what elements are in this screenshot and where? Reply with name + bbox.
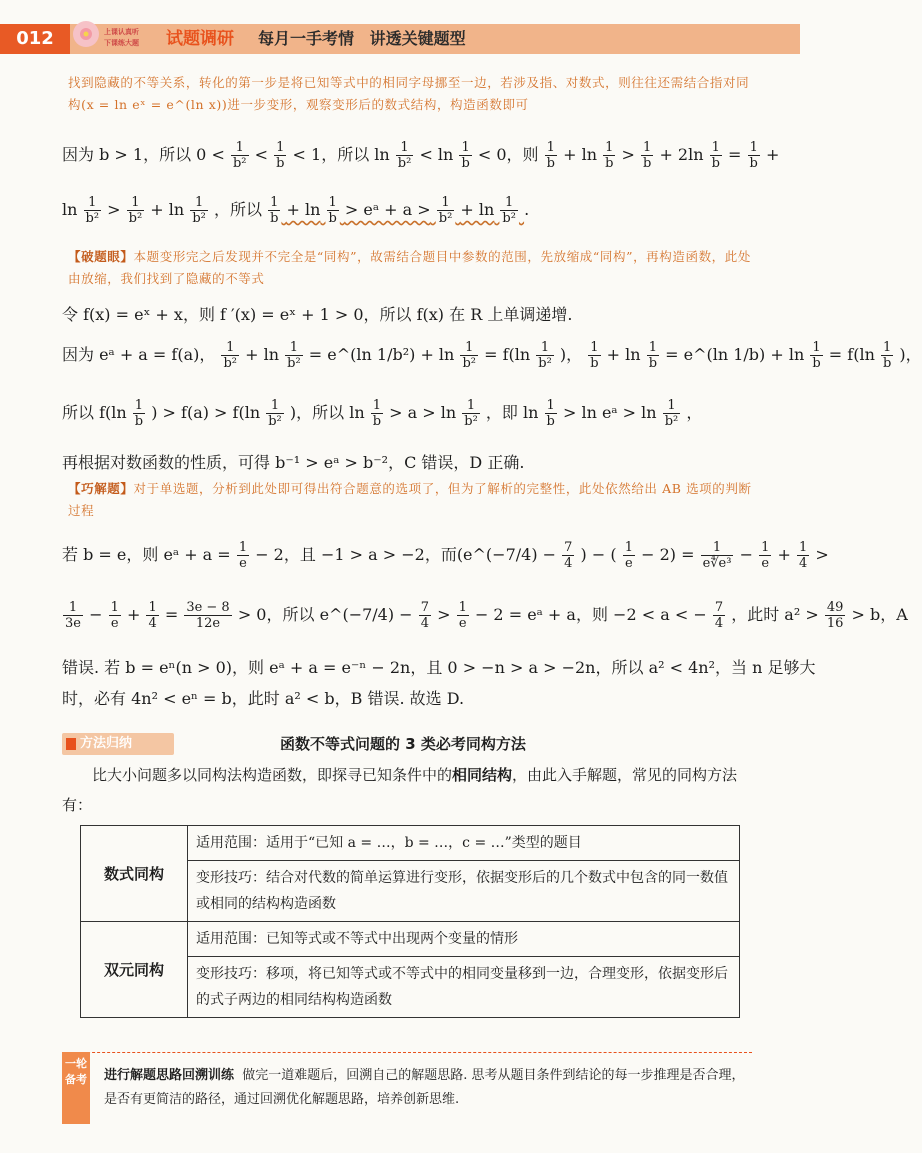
fraction: $\frac{1}{\text{b²}}$ (232, 140, 247, 171)
method-title: 函数不等式问题的 3 类必考同构方法 (280, 735, 526, 753)
fraction: $\frac{1}{\text{b²}}$ (128, 195, 143, 226)
row-head: 双元同构 (81, 922, 188, 1018)
fraction: $\frac{1}{b}$ (605, 140, 614, 171)
table-row (81, 826, 740, 861)
row-head: 数式同构 (81, 826, 188, 922)
page-header (0, 0, 800, 62)
fraction: $\frac{1}{\text{b²}}$ (397, 140, 412, 171)
math-line-7: 若 b = e，则 eᵃ + a = $\frac{1}{e}$ − 2，且 −1 > a > −2，而(e^(−7/4) − $\frac{7}{4}$ ) − ( $\frac{1}{e}$ − 2) = $\frac{1}{\text{e∜e³}}$ − $\frac{1}{e}$ + $\frac{1}{4}$ > (62, 540, 829, 571)
table-row (81, 922, 740, 957)
math-line-9: 错误. 若 b = eⁿ(n > 0)，则 eᵃ + a = e⁻ⁿ − 2n，且 0 > −n > a > −2n，所以 a² < 4n²，当 n 足够大 (62, 658, 816, 677)
math-line-4: 因为 eᵃ + a = f(a)， $\frac{1}{\text{b²}}$ + ln $\frac{1}{\text{b²}}$ = e^(ln 1/b²) + ln $\frac{1}{\text{b²}}$ = f(ln $\frac{1}{\text{b²}}$ )， $\frac{1}{b}$ + ln $\frac{1}{b}$ = e^(ln 1/b) + ln $\frac{1}{b}$ = f(ln $\frac{1}{b}$ )， (62, 340, 922, 371)
math-line-2: ln $\frac{1}{\text{b²}}$ > $\frac{1}{\text{b²}}$ + ln $\frac{1}{\text{b²}}$ ，所以 $\frac{1}{b}$ + ln $\frac{1}{b}$ > eᵃ + a > $\frac{1}{\text{b²}}$ + ln $\frac{1}{\text{b²}}$ . (62, 195, 530, 226)
math-line-1: 因为 b > 1，所以 0 < $\frac{1}{\text{b²}}$ < $\frac{1}{b}$ < 1，所以 ln $\frac{1}{\text{b²}}$ < ln $\frac{1}{b}$ < 0，则 $\frac{1}{b}$ + ln $\frac{1}{b}$ > $\frac{1}{b}$ + 2ln $\frac{1}{b}$ = $\frac{1}{b}$ + (62, 140, 780, 171)
math-line-10: 时，必有 4n² < eⁿ = b，此时 a² < b，B 错误. 故选 D. (62, 689, 465, 708)
footer-side-tab: 一轮备考 (62, 1052, 90, 1124)
page-number: 012 (0, 24, 70, 54)
fraction: $\frac{1}{b}$ (711, 140, 720, 171)
table-cell: 适用范围：已知等式或不等式中出现两个变量的情形 (188, 922, 740, 957)
fraction: $\frac{1}{b}$ (276, 140, 285, 171)
footer-divider (62, 1052, 752, 1053)
math-line-6: 再根据对数函数的性质，可得 b⁻¹ > eᵃ > b⁻²，C 错误，D 正确. (62, 453, 525, 472)
table-cell: 适用范围：适用于“已知 a = …，b = …，c = …”类型的题目 (188, 826, 740, 861)
header-subtitle: 每月一手考情 讲透关键题型 (258, 29, 466, 48)
underlined-inequality: $\frac{1}{b}$ + ln $\frac{1}{b}$ > eᵃ + a > $\frac{1}{\text{b²}}$ + ln $\frac{1}{\text{b²}}$ (270, 195, 516, 226)
hint-note-3: 【巧解题】对于单选题，分析到此处即可得出符合题意的选项了，但为了解析的完整性，此处依然给出 AB 选项的判断过程 (68, 481, 752, 518)
table-cell: 变形技巧：移项，将已知等式或不等式中的相同变量移到一边，合理变形，依据变形后的式子两边的相同结构构造函数 (188, 957, 740, 1018)
method-table (80, 825, 740, 1018)
hint-note-1: 找到隐藏的不等关系，转化的第一步是将已知等式中的相同字母挪至一边，若涉及指、对数式，则往往还需结合指对同构(x = ln eˣ = e^(ln x))进一步变形，观察变形后的数式结构，构造函数即可 (68, 75, 750, 112)
fraction: $\frac{1}{\text{b²}}$ (85, 195, 100, 226)
hint-note-2: 【破题眼】本题变形完之后发现并不完全是“同构”，故需结合题目中参数的范围，先放缩成“同构”，再构造函数，此处由放缩，我们找到了隐藏的不等式 (68, 249, 751, 286)
footer-tip: 进行解题思路回溯训练 做完一道难题后，回溯自己的解题思路. 思考从题目条件到结论的每一步推理是否合理，是否有更简洁的路径，通过回溯优化解题思路，培养创新思维. (104, 1068, 745, 1107)
math-line-5: 所以 f(ln $\frac{1}{b}$ ) > f(a) > f(ln $\frac{1}{\text{b²}}$ )，所以 ln $\frac{1}{b}$ > a > ln $\frac{1}{\text{b²}}$ ，即 ln $\frac{1}{b}$ > ln eᵃ > ln $\frac{1}{\text{b²}}$ ， (62, 398, 703, 429)
method-tag: 方法归纳 (62, 733, 174, 755)
fraction: $\frac{1}{b}$ (546, 140, 555, 171)
tag-marker-icon (66, 738, 76, 750)
flower-logo-icon (70, 14, 102, 54)
fraction: $\frac{1}{\text{b²}}$ (192, 195, 206, 226)
table-cell: 变形技巧：结合对代数的简单运算进行变形，依据变形后的几个数式中包含的同一数值或相同的结构构造函数 (188, 861, 740, 922)
header-tagline: 上课认真听 下课练大题 (104, 28, 139, 47)
fraction: $\frac{1}{b}$ (749, 140, 758, 171)
section-title: 试题调研 (166, 29, 234, 49)
math-line-8: $\frac{1}{3e}$ − $\frac{1}{e}$ + $\frac{1}{4}$ = $\frac{3e - 8}{12e}$ > 0，所以 e^(−7/4) − $\frac{7}{4}$ > $\frac{1}{e}$ − 2 = eᵃ + a，则 −2 < a < − $\frac{7}{4}$ ，此时 a² > $\frac{49}{16}$ > b，A (65, 600, 908, 631)
math-line-3: 令 f(x) = eˣ + x，则 f ′(x) = eˣ + 1 > 0，所以 f(x) 在 R 上单调递增. (62, 305, 573, 324)
fraction: $\frac{1}{b}$ (643, 140, 652, 171)
fraction: $\frac{1}{b}$ (461, 140, 470, 171)
method-intro: 比大小问题多以同构法构造函数，即探寻已知条件中的相同结构，由此入手解题，常见的同构方法有： (62, 766, 738, 814)
